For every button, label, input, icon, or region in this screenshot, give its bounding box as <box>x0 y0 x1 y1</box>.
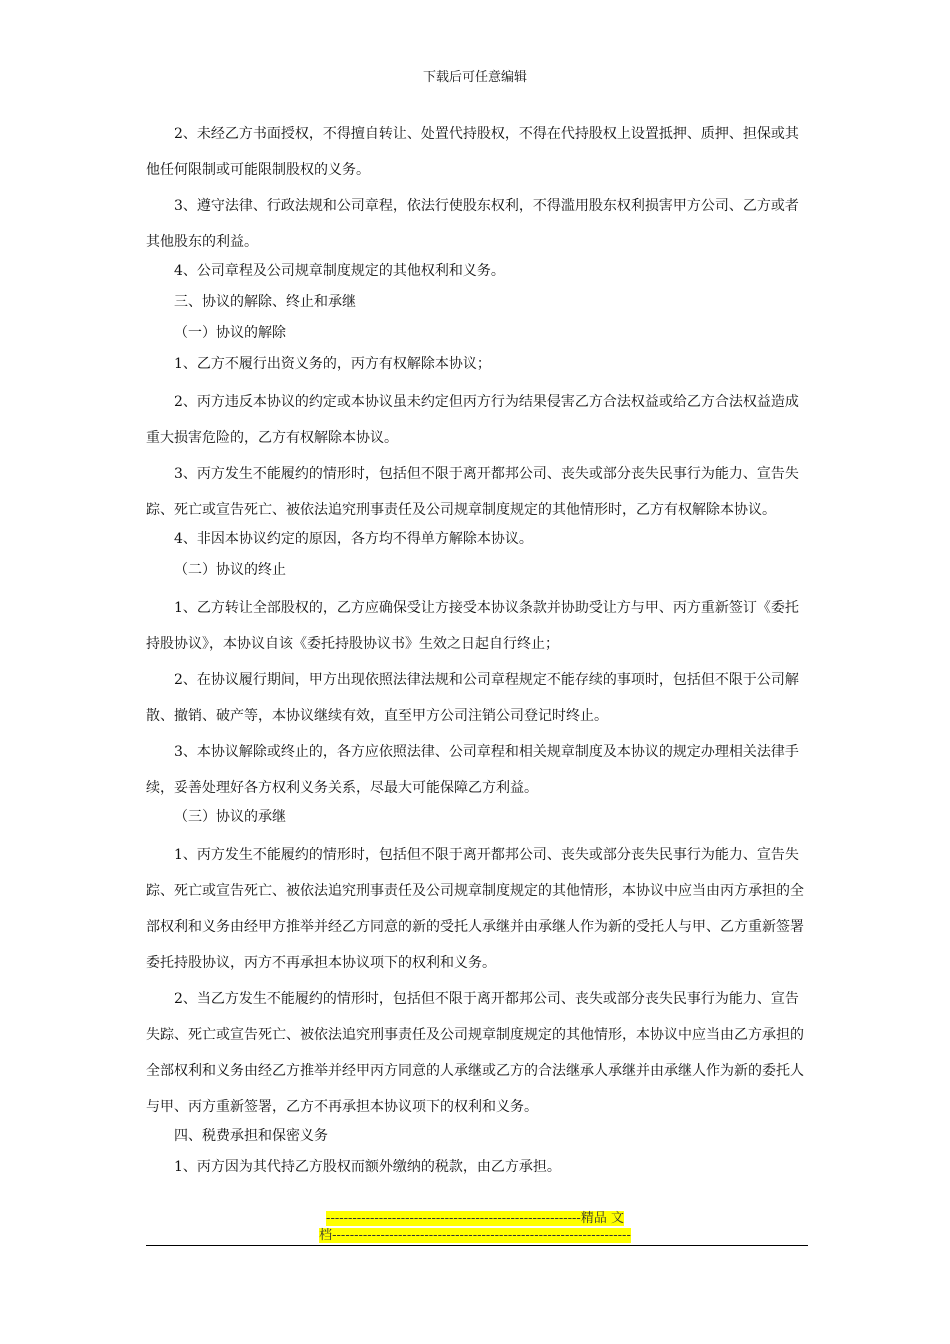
document-body <box>146 116 810 1187</box>
paragraph: 2、在协议履行期间，甲方出现依照法律法规和公司章程规定不能存续的事项时，包括但不限于公司解散、撤销、破产等，本协议继续有效，直至甲方公司注销公司登记时终止。 <box>146 672 799 724</box>
paragraph: 1、乙方转让全部股权的，乙方应确保受让方接受本协议条款并协助受让方与甲、丙方重新签订《委托持股协议》，本协议自该《委托持股协议书》生效之日起自行终止； <box>146 600 799 652</box>
subsection-heading: （三）协议的承继 <box>174 809 286 825</box>
footer-line-2: 档-------------------------------------------------------------------- <box>319 1228 631 1243</box>
subsection-heading: （一）协议的解除 <box>174 325 286 341</box>
page-header: 下载后可任意编辑 <box>422 70 527 85</box>
section-heading: 四、税费承担和保密义务 <box>174 1128 328 1144</box>
footer-rule <box>146 1245 808 1246</box>
paragraph: 3、本协议解除或终止的，各方应依照法律、公司章程和相关规章制度及本协议的规定办理相关法律手续，妥善处理好各方权利义务关系，尽最大可能保障乙方利益。 <box>146 744 799 796</box>
subsection-heading: （二）协议的终止 <box>174 562 286 578</box>
paragraph: 2、未经乙方书面授权，不得擅自转让、处置代持股权，不得在代持股权上设置抵押、质押、担保或其他任何限制或可能限制股权的义务。 <box>146 126 799 178</box>
paragraph: 1、乙方不履行出资义务的，丙方有权解除本协议； <box>174 356 491 372</box>
section-heading: 三、协议的解除、终止和承继 <box>174 294 356 310</box>
paragraph: 3、遵守法律、行政法规和公司章程，依法行使股东权利，不得滥用股东权利损害甲方公司、乙方或者其他股东的利益。 <box>146 198 799 250</box>
footer-line-1: ----------------------------------------------------------精品 文 <box>326 1211 624 1226</box>
page-footer <box>0 1210 950 1244</box>
paragraph: 1、丙方因为其代持乙方股权而额外缴纳的税款，由乙方承担。 <box>174 1159 561 1175</box>
paragraph: 1、丙方发生不能履约的情形时，包括但不限于离开都邦公司、丧失或部分丧失民事行为能力、宣告失踪、死亡或宣告死亡、被依法追究刑事责任及公司规章制度规定的其他情形，本协议中应当由丙方承担的全部权利和义务由经甲方推举并经乙方同意的新的受托人承继并由承继人作为新的受托人与甲、乙方重新签署委托持股协议，丙方不再承担本协议项下的权利和义务。 <box>146 847 804 971</box>
paragraph: 2、丙方违反本协议的约定或本协议虽未约定但丙方行为结果侵害乙方合法权益或给乙方合法权益造成重大损害危险的，乙方有权解除本协议。 <box>146 394 799 446</box>
paragraph: 4、非因本协议约定的原因，各方均不得单方解除本协议。 <box>174 531 533 547</box>
paragraph: 3、丙方发生不能履约的情形时，包括但不限于离开都邦公司、丧失或部分丧失民事行为能力、宣告失踪、死亡或宣告死亡、被依法追究刑事责任及公司规章制度规定的其他情形时，乙方有权解除本协议。 <box>146 466 799 518</box>
paragraph: 4、公司章程及公司规章制度规定的其他权利和义务。 <box>174 263 505 279</box>
paragraph: 2、当乙方发生不能履约的情形时，包括但不限于离开都邦公司、丧失或部分丧失民事行为能力、宣告失踪、死亡或宣告死亡、被依法追究刑事责任及公司规章制度规定的其他情形，本协议中应当由乙方承担的全部权利和义务由经乙方推举并经甲丙方同意的人承继或乙方的合法继承人承继并由承继人作为新的委托人与甲、丙方重新签署，乙方不再承担本协议项下的权利和义务。 <box>146 991 804 1115</box>
